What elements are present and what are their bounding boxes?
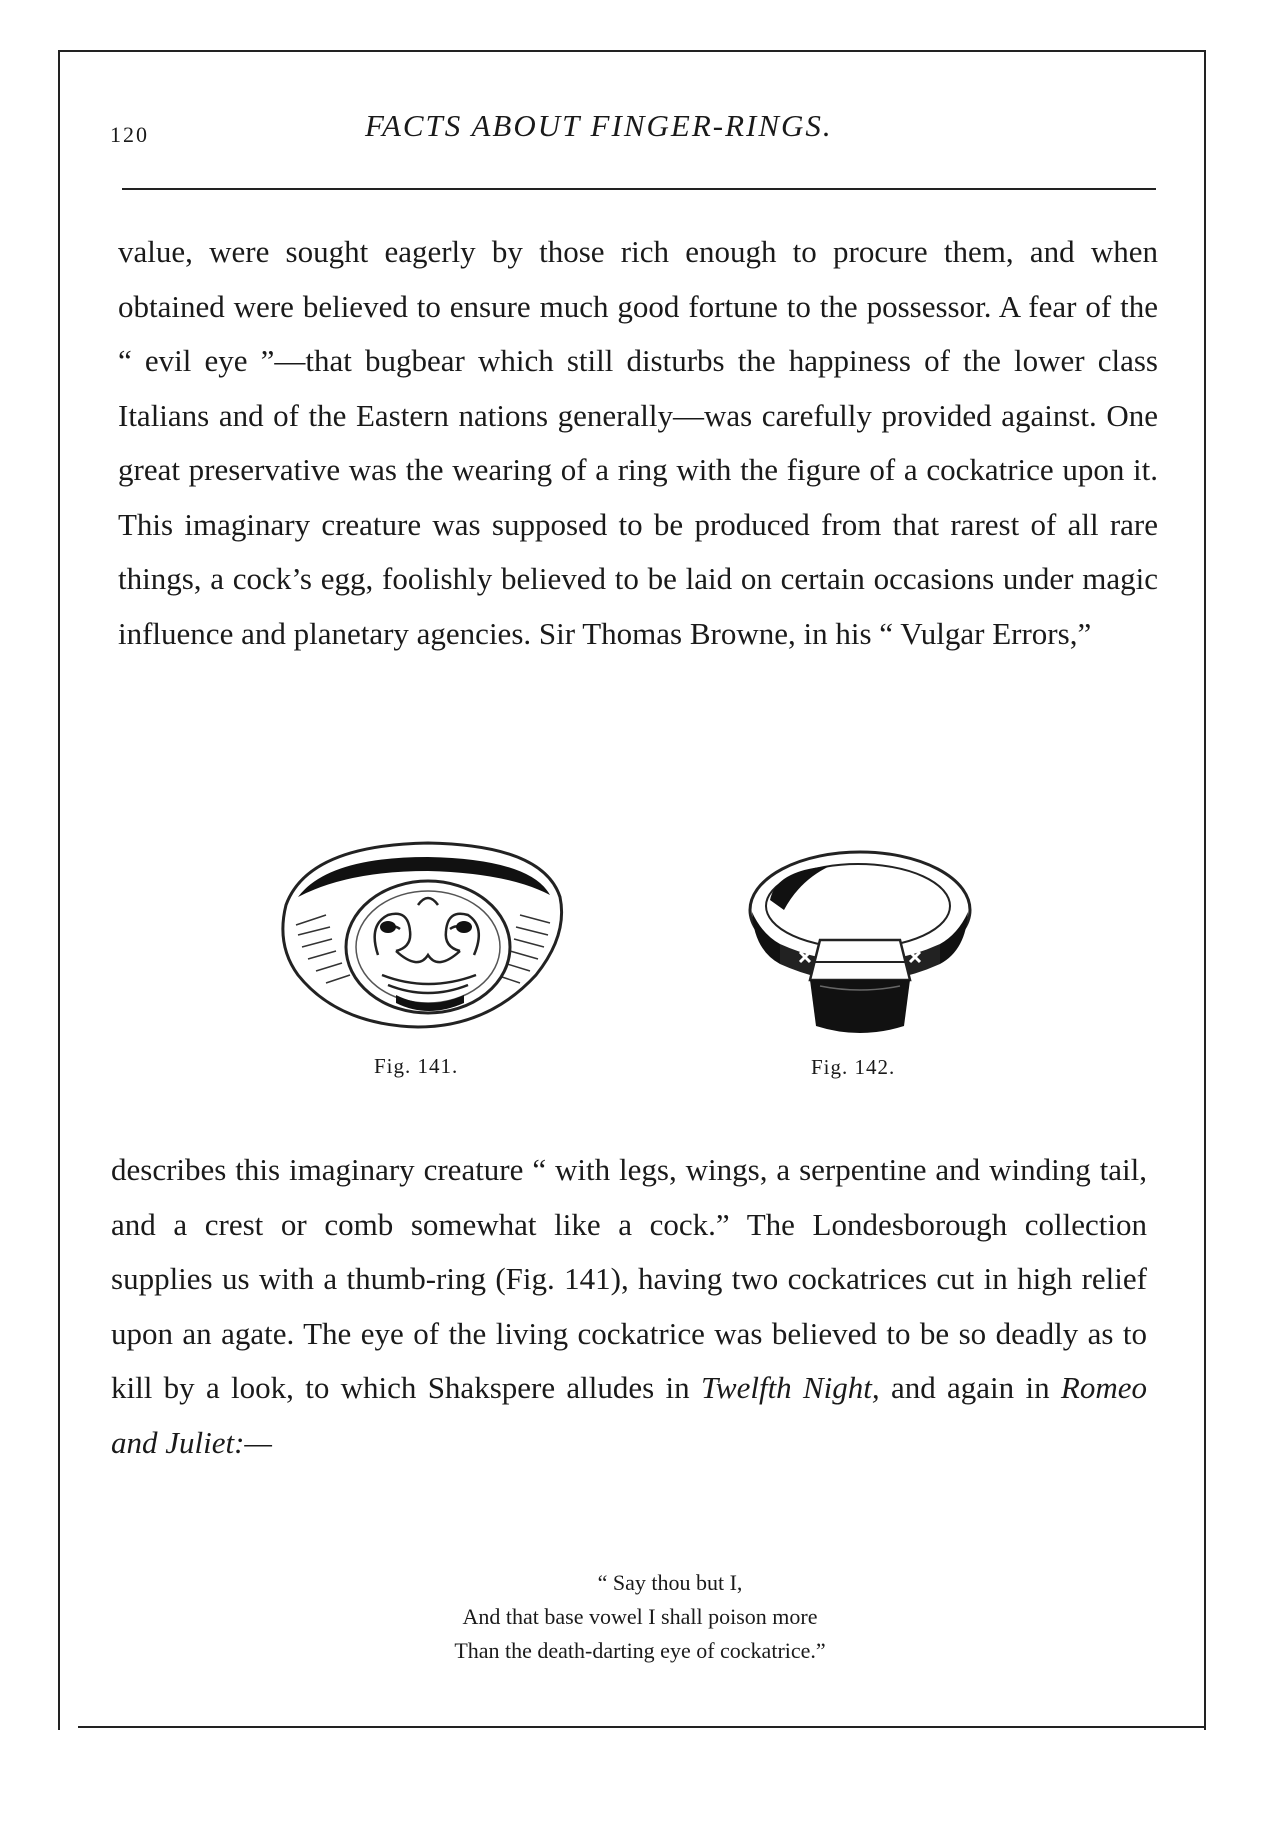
page-number: 120 xyxy=(110,122,149,147)
header-underline xyxy=(122,188,1156,190)
figure-142 xyxy=(740,840,980,1045)
quote-line-3: Than the death-darting eye of cockatrice.” xyxy=(454,1638,826,1663)
frame-left-rule xyxy=(58,50,60,1730)
play-title-romeo-juliet: Romeo and Juliet:— xyxy=(111,1370,1147,1460)
paragraph-2-text: describes this imaginary creature “ with legs, wings, a serpentine and winding tail, and a crest or comb somewhat like a cock.” The Londesborough collection supplies us with a thumb-ring (Fig. 141), having two cockatrices cut in high relief upon an agate. The eye of the living cockatrice was believed to be so deadly as to kill by a look, to which Shakspere alludes in xyxy=(111,1152,1147,1405)
frame-top-rule xyxy=(58,50,1206,52)
figure-141-caption: Fig. 141. xyxy=(374,1054,459,1078)
figure-141 xyxy=(268,835,578,1035)
verse-quotation xyxy=(330,1566,950,1668)
paragraph-1: value, were sought eagerly by those rich enough to procure them, and when obtained were believed to ensure much good fortune to the possessor. A fear of the “ evil eye ”—that bugbear which still disturbs the happiness of the lower class Italians and of the Eastern nations generally—was carefully provided against. One great preservative was the wearing of a ring with the figure of a cockatrice upon it. This imaginary creature was supposed to be produced from that rarest of all rare things, a cock’s egg, foolishly believed to be laid on certain occasions under magic influence and planetary agencies. Sir Thomas Browne, in his “ Vulgar Errors,” xyxy=(118,234,1158,651)
play-title-twelfth-night: Twelfth Night, xyxy=(700,1370,880,1405)
paragraph-2-connector: and again in xyxy=(890,1370,1050,1405)
quote-line-1: “ Say thou but I, xyxy=(597,1570,743,1595)
running-title: FACTS ABOUT FINGER-RINGS. xyxy=(365,108,833,143)
paragraph-2 xyxy=(111,1143,1147,1470)
frame-bottom-rule xyxy=(78,1726,1206,1728)
thumb-ring-cockatrice-icon xyxy=(268,835,578,1035)
banded-ring-stone-icon xyxy=(740,840,980,1045)
frame-right-rule xyxy=(1204,50,1206,1730)
figure-142-caption: Fig. 142. xyxy=(811,1055,896,1079)
quote-line-2: And that base vowel I shall poison more xyxy=(462,1604,818,1629)
page-header xyxy=(110,108,1150,148)
